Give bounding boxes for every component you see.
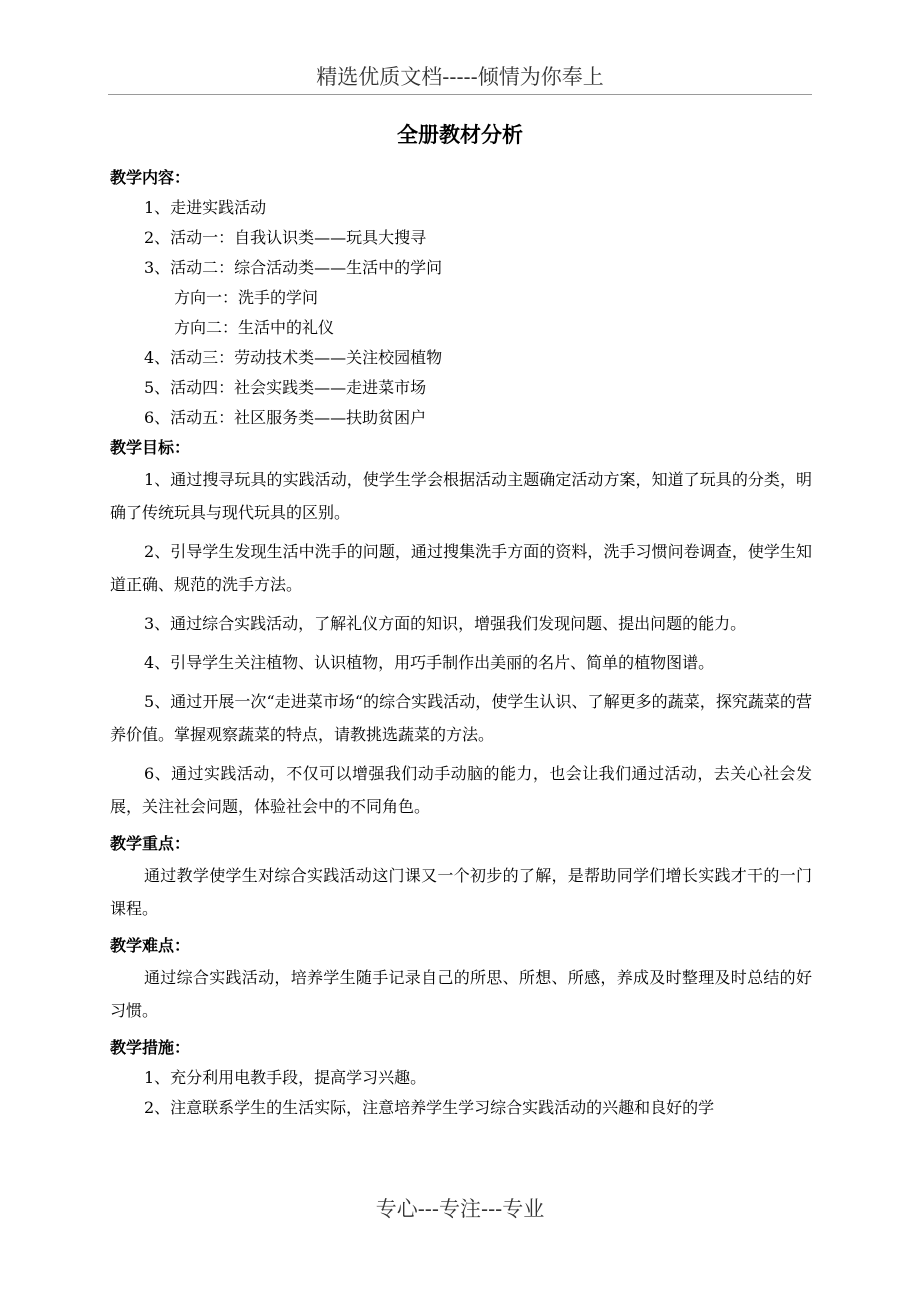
- content-item: 3、活动二：综合活动类——生活中的学问: [144, 258, 443, 277]
- content-item: 4、活动三：劳动技术类——关注校园植物: [144, 348, 443, 367]
- measure-item: 2、注意联系学生的生活实际，注意培养学生学习综合实践活动的兴趣和良好的学: [144, 1098, 715, 1117]
- goal-paragraph: 3、通过综合实践活动，了解礼仪方面的知识，增强我们发现问题、提出问题的能力。: [144, 614, 747, 633]
- content-item: 6、活动五：社区服务类——扶助贫困户: [144, 408, 427, 427]
- content-item: 1、走进实践活动: [144, 198, 267, 217]
- document-title: 全册教材分析: [397, 123, 523, 147]
- difficulties-paragraph: 通过综合实践活动，培养学生随手记录自己的所思、所想、所感，养成及时整理及时总结的好习惯。: [110, 968, 812, 1020]
- document-body: [110, 163, 812, 1123]
- section-heading-teaching-goals: 教学目标：: [110, 438, 191, 457]
- content-subitem: 方向一：洗手的学问: [174, 288, 319, 307]
- page-header: 精选优质文档-----倾情为你奉上: [316, 65, 604, 89]
- section-heading-key-points: 教学重点：: [110, 834, 191, 853]
- measure-item: 1、充分利用电教手段，提高学习兴趣。: [144, 1068, 427, 1087]
- goal-paragraph: 6、通过实践活动，不仅可以增强我们动手动脑的能力，也会让我们通过活动，去关心社会发展，关注社会问题，体验社会中的不同角色。: [110, 764, 812, 816]
- content-item: 2、活动一：自我认识类——玩具大搜寻: [144, 228, 427, 247]
- goal-paragraph: 4、引导学生关注植物、认识植物，用巧手制作出美丽的名片、简单的植物图谱。: [144, 653, 715, 672]
- goal-paragraph: 2、引导学生发现生活中洗手的问题，通过搜集洗手方面的资料，洗手习惯问卷调查，使学生知道正确、规范的洗手方法。: [110, 542, 812, 594]
- section-heading-teaching-content: 教学内容：: [110, 168, 191, 187]
- key-points-paragraph: 通过教学使学生对综合实践活动这门课又一个初步的了解，是帮助同学们增长实践才干的一门课程。: [110, 866, 812, 918]
- content-item: 5、活动四：社会实践类——走进菜市场: [144, 378, 427, 397]
- page-footer: 专心---专注---专业: [375, 1197, 545, 1221]
- header-divider: [108, 94, 812, 95]
- section-heading-difficulties: 教学难点：: [110, 936, 191, 955]
- section-heading-measures: 教学措施：: [110, 1038, 191, 1057]
- goal-paragraph: 5、通过开展一次“走进菜市场“的综合实践活动，使学生认识、了解更多的蔬菜，探究蔬菜的营养价值。掌握观察蔬菜的特点，请教挑选蔬菜的方法。: [110, 692, 812, 744]
- goal-paragraph: 1、通过搜寻玩具的实践活动，使学生学会根据活动主题确定活动方案，知道了玩具的分类，明确了传统玩具与现代玩具的区别。: [110, 470, 812, 522]
- content-subitem: 方向二：生活中的礼仪: [174, 318, 335, 337]
